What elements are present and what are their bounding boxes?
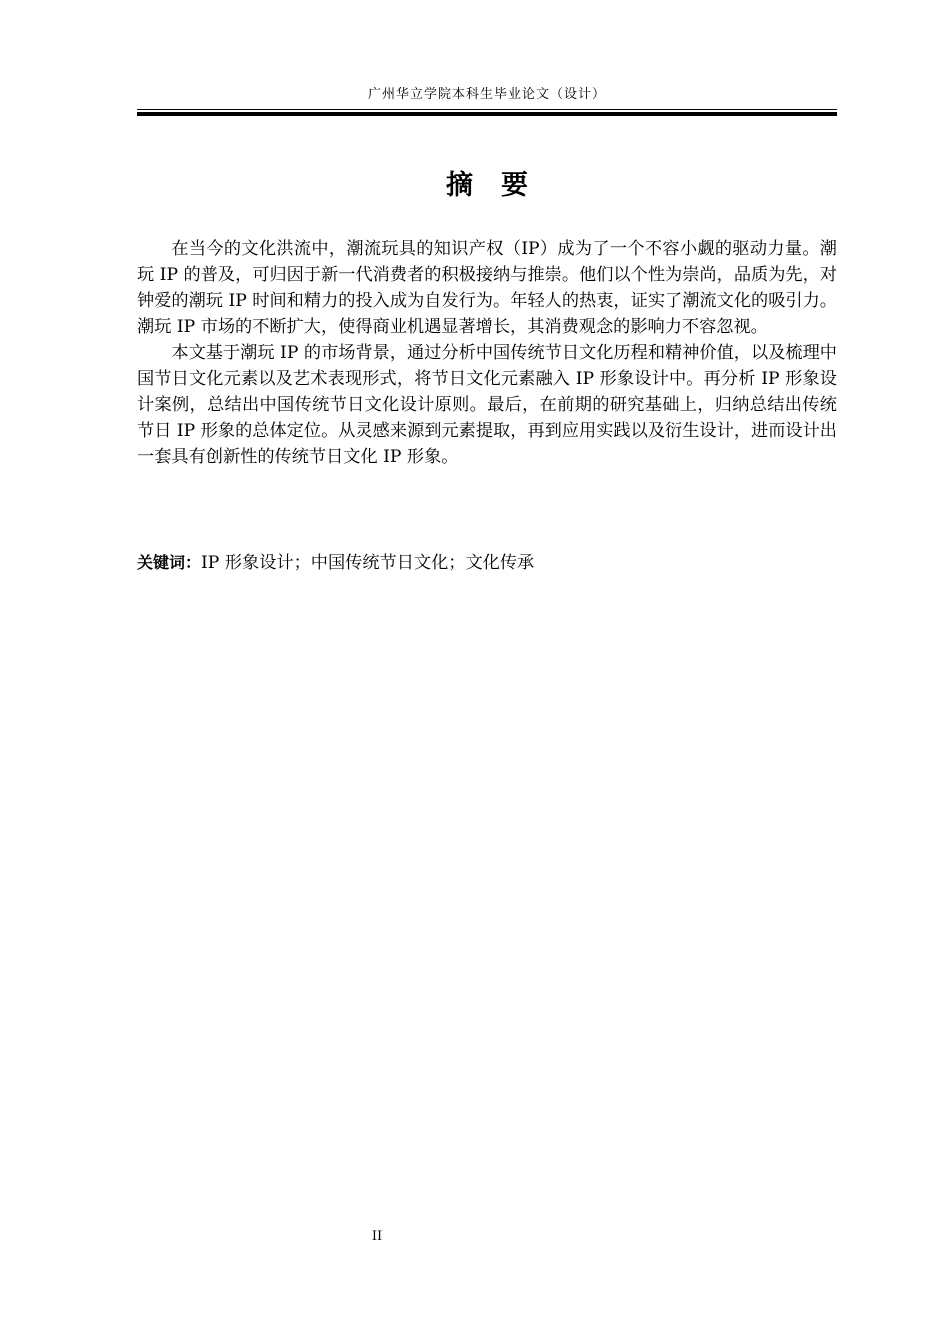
keywords-label: 关键词： (137, 553, 202, 572)
header-rule-thick (137, 112, 837, 116)
abstract-paragraph-2: 本文基于潮玩 IP 的市场背景，通过分析中国传统节日文化历程和精神价值，以及梳理中国节日文化元素以及艺术表现形式，将节日文化元素融入 IP 形象设计中。再分析 IP 形象设计案例，总结出中国传统节日文化设计原则。最后，在前期的研究基础上，归纳总结出传统节日 IP 形象的总体定位。从灵感来源到元素提取，再到应用实践以及衍生设计，进而设计出一套具有创新性的传统节日文化 IP 形象。 (137, 343, 837, 467)
page-number: II (371, 1229, 383, 1244)
keywords-value: IP 形象设计；中国传统节日文化；文化传承 (201, 553, 535, 573)
keywords-line (137, 550, 837, 576)
abstract-body (137, 236, 837, 470)
abstract-paragraph-1: 在当今的文化洪流中，潮流玩具的知识产权（IP）成为了一个不容小觑的驱动力量。潮玩 IP 的普及，可归因于新一代消费者的积极接纳与推崇。他们以个性为崇尚，品质为先，对钟爱的潮玩 IP 时间和精力的投入成为自发行为。年轻人的热衷，证实了潮流文化的吸引力。潮玩 IP 市场的不断扩大，使得商业机遇显著增长，其消费观念的影响力不容忽视。 (137, 239, 837, 337)
abstract-title: 摘要 (446, 170, 556, 201)
running-header: 广州华立学院本科生毕业论文（设计） (367, 87, 606, 102)
header-rule-thin (137, 109, 837, 110)
